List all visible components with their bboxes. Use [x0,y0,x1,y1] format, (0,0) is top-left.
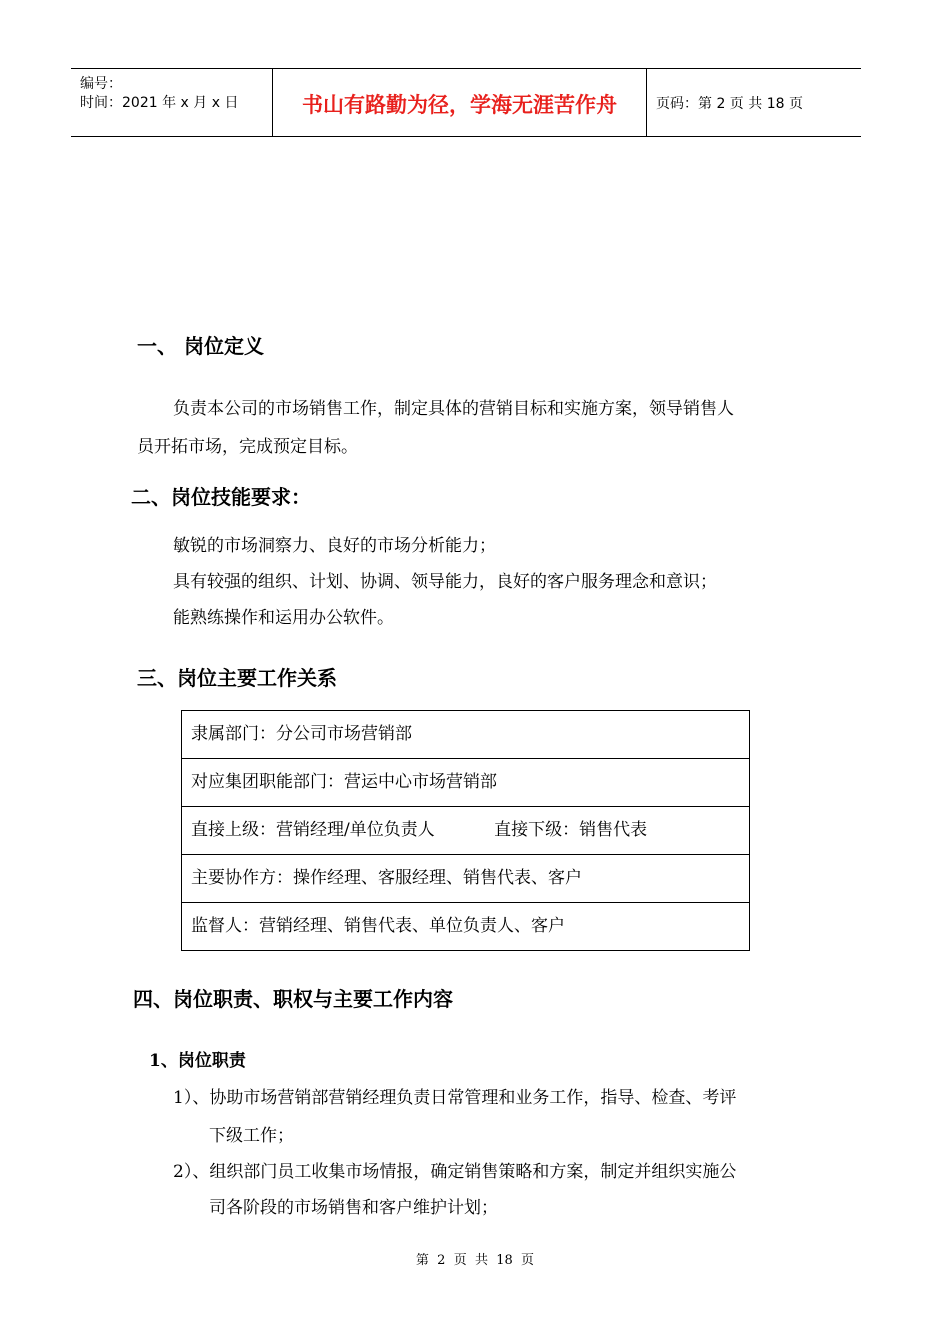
table-cell: 直接上级：营销经理/单位负责人 直接下级：销售代表 [182,807,750,855]
table-row [182,807,750,855]
section3-title: 三、岗位主要工作关系 [137,666,337,690]
duty-item-line2: 司各阶段的市场销售和客户维护计划； [209,1198,498,1218]
header-motto-cell [273,69,647,136]
duty-item-line1: 2）、组织部门员工收集市场情报，确定销售策略和方案，制定并组织实施公 [173,1162,737,1182]
section1-body-line1: 负责本公司的市场销售工作，制定具体的营销目标和实施方案，领导销售人 [173,399,734,419]
section1-body-line2: 员开拓市场，完成预定目标。 [137,437,358,457]
duty-item-line1: 1）、协助市场营销部营销经理负责日常管理和业务工作，指导、检查、考评 [173,1088,737,1108]
table-row [182,759,750,807]
section2-item: 能熟练操作和运用办公软件。 [173,608,394,628]
page-footer: 第 2 页 共 18 页 [415,1253,535,1268]
table-row [182,855,750,903]
table-cell: 对应集团职能部门：营运中心市场营销部 [182,759,750,807]
section2-title: 二、岗位技能要求： [131,485,311,509]
date-label: 时间：2021 年 x 月 x 日 [80,95,239,111]
section1-title: 一、 岗位定义 [137,334,264,358]
section4-subtitle: 1、岗位职责 [149,1051,246,1071]
work-relations-table [181,710,750,951]
document-header [71,68,861,137]
table-cell: 主要协作方：操作经理、客服经理、销售代表、客户 [182,855,750,903]
header-motto: 书山有路勤为径，学海无涯苦作舟 [302,93,617,117]
table-row [182,711,750,759]
table-row [182,903,750,951]
duty-item-line2: 下级工作； [209,1126,294,1146]
header-meta-cell [71,69,273,136]
section2-item: 具有较强的组织、计划、协调、领导能力，良好的客户服务理念和意识； [173,572,717,592]
section4-title: 四、岗位职责、职权与主要工作内容 [133,987,453,1011]
header-page-info: 页码：第 2 页 共 18 页 [656,96,803,112]
table-cell: 监督人：营销经理、销售代表、单位负责人、客户 [182,903,750,951]
table-cell: 隶属部门：分公司市场营销部 [182,711,750,759]
section2-item: 敏锐的市场洞察力、良好的市场分析能力； [173,536,496,556]
serial-label: 编号： [80,76,122,92]
header-page-cell [647,69,861,136]
